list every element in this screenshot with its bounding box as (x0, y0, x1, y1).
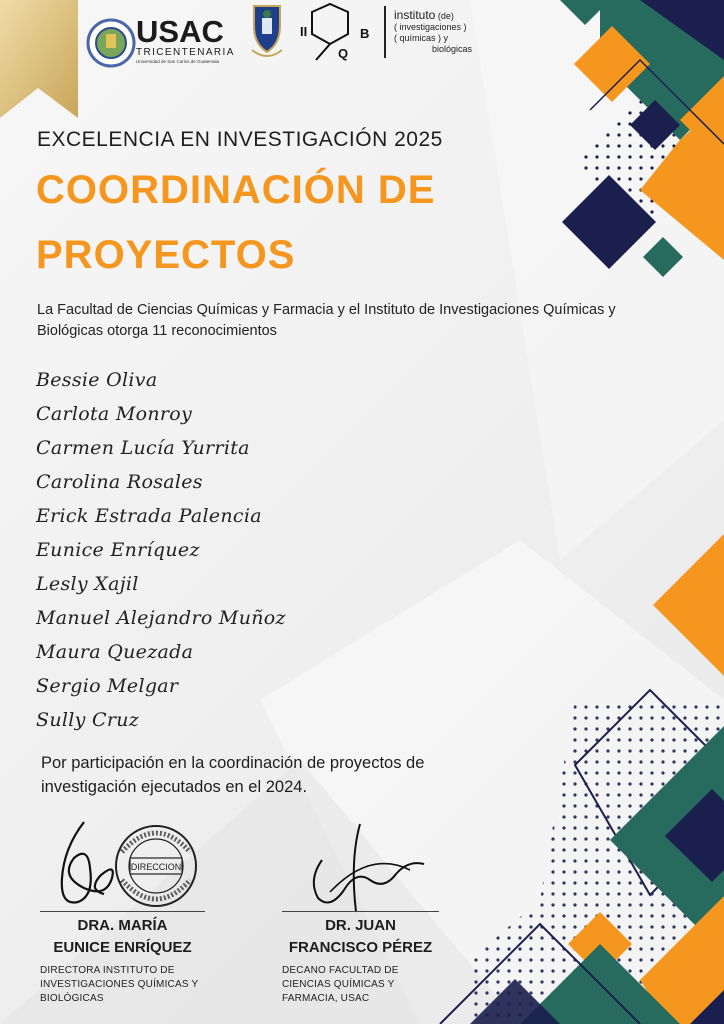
inst-line-3: ( investigaciones ) (394, 22, 467, 32)
recipient-name: Sergio Melgar (36, 675, 179, 697)
official-stamp (112, 822, 200, 910)
usac-wordmark (136, 14, 235, 65)
usac-name: USAC (136, 14, 224, 49)
inst-line-4: ( químicas ) y (394, 33, 449, 43)
signatory-1-role: DIRECTORA INSTITUTO DE INVESTIGACIONES QUÍMICAS Y BIOLÓGICAS (40, 965, 199, 1004)
recipient-name: Bessie Oliva (36, 369, 158, 391)
signature-2 (300, 820, 430, 916)
recipient-name: Lesly Xajil (36, 573, 139, 595)
usac-seal-icon (86, 18, 136, 68)
signature-line-2 (282, 911, 439, 912)
recipient-name: Carmen Lucía Yurrita (36, 437, 250, 459)
inst-line-1: instituto (394, 8, 436, 22)
recipient-name: Eunice Enríquez (36, 539, 200, 561)
signatory-1 (40, 915, 205, 959)
iiqb-mark-icon (294, 0, 374, 70)
usac-sub: TRICENTENARIA (136, 47, 235, 58)
intro-paragraph: La Facultad de Ciencias Químicas y Farmacia y el Instituto de Investigaciones Químicas y Biológicas otorga 11 reconocimientos (37, 302, 616, 339)
signature-line-1 (40, 911, 205, 912)
iiqb-ii: II (300, 24, 308, 39)
signatory-1-name-line-1: DRA. MARÍA (77, 917, 168, 934)
title-line-2: PROYECTOS (36, 233, 296, 277)
title-line-1: COORDINACIÓN DE (36, 168, 436, 212)
iiqb-b: B (360, 26, 370, 41)
institute-wordmark (394, 10, 484, 55)
recipient-name: Erick Estrada Palencia (36, 505, 262, 527)
signatory-2 (282, 915, 439, 959)
recipient-name: Carlota Monroy (36, 403, 193, 425)
signatory-2-role: DECANO FACULTAD DE CIENCIAS QUÍMICAS Y FARMACIA, USAC (282, 965, 399, 1004)
recipient-name: Carolina Rosales (36, 471, 203, 493)
iiqb-q: Q (338, 46, 349, 61)
recipient-name: Sully Cruz (36, 709, 140, 731)
recipient-name: Manuel Alejandro Muñoz (36, 607, 286, 629)
signature-1 (54, 818, 120, 914)
signatory-2-name-line-1: DR. JUAN (325, 917, 396, 934)
usac-tag: Universidad de San Carlos de Guatemala (136, 59, 220, 64)
certificate-heading: EXCELENCIA EN INVESTIGACIÓN 2025 (37, 128, 443, 151)
closing-statement: Por participación en la coordinación de proyectos de investigación ejecutados en el 2024. (41, 754, 425, 796)
signatory-2-name-line-2: FRANCISCO PÉREZ (288, 939, 433, 956)
logo-divider (384, 6, 386, 58)
gold-ribbon (0, 0, 78, 118)
inst-line-5: biológicas (432, 44, 473, 54)
faculty-crest-icon (250, 0, 284, 64)
inst-line-2: (de) (437, 11, 454, 21)
stamp-label: DIRECCION (130, 862, 182, 872)
recipient-name: Maura Quezada (36, 641, 194, 663)
recipient-list (36, 363, 286, 737)
signatory-1-name-line-2: EUNICE ENRÍQUEZ (53, 939, 192, 956)
